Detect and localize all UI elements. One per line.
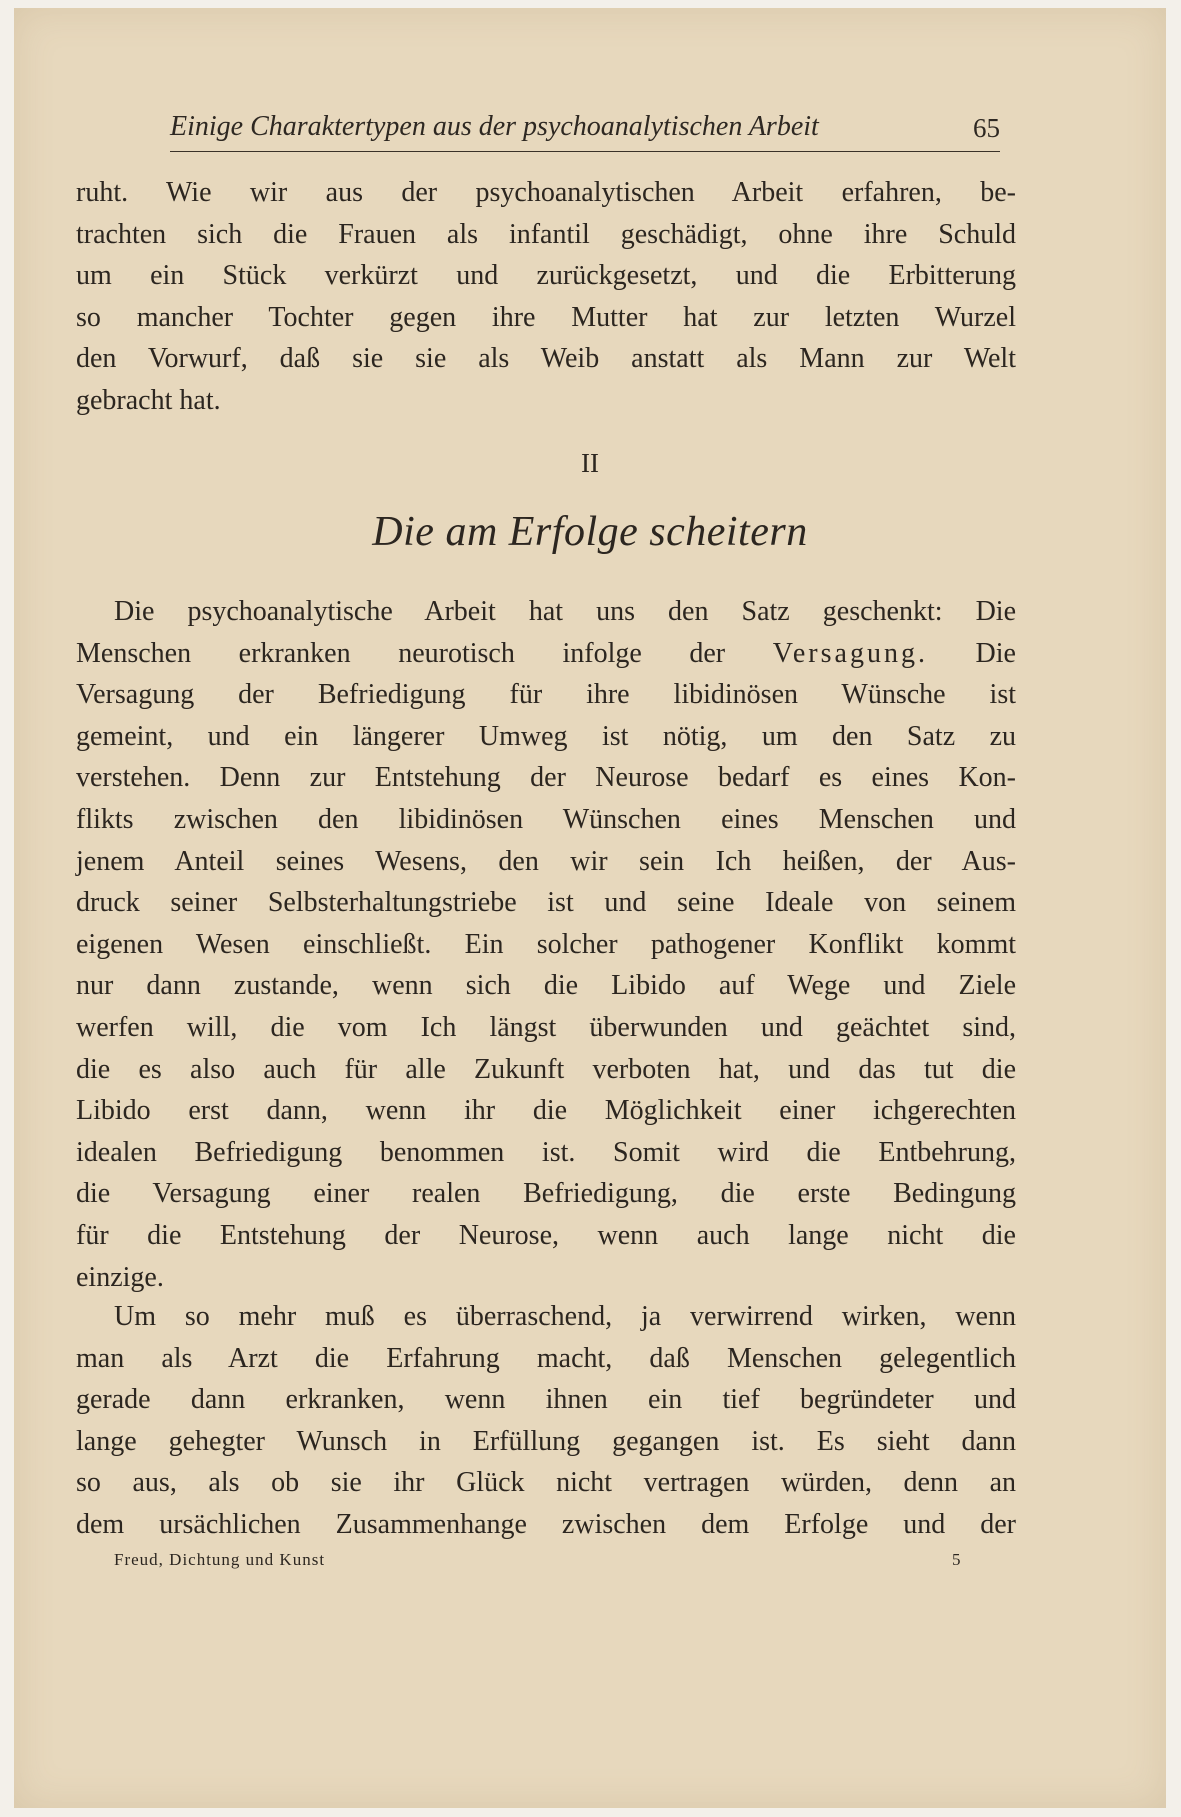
text-line: verstehen. Denn zur Entstehung der Neurose bedarf es eines Kon- — [76, 762, 1016, 794]
text-line: Versagung der Befriedigung für ihre libidinösen Wünsche ist — [76, 679, 1016, 711]
section-title: Die am Erfolge scheitern — [372, 509, 808, 555]
text-line: idealen Befriedigung benommen ist. Somit wird die Entbehrung, — [76, 1136, 1016, 1168]
text-line: man als Arzt die Erfahrung macht, daß Menschen gelegentlich — [76, 1342, 1016, 1374]
text-line: Libido erst dann, wenn ihr die Möglichkeit einer ichgerechten — [76, 1095, 1016, 1127]
text-line: nur dann zustande, wenn sich die Libido auf Wege und Ziele — [76, 970, 1016, 1002]
running-title: Einige Charaktertypen aus der psychoanalytischen Arbeit — [170, 111, 819, 142]
text-line: die Versagung einer realen Befriedigung, die erste Bedingung — [76, 1178, 1016, 1210]
text-line: um ein Stück verkürzt und zurückgesetzt, und die Erbitterung — [76, 260, 1016, 292]
text-line: trachten sich die Frauen als infantil geschädigt, ohne ihre Schuld — [76, 218, 1016, 250]
text-line: Die psychoanalytische Arbeit hat uns den Satz geschenkt: Die — [114, 596, 1016, 627]
text-line: gemeint, und ein längerer Umweg ist nötig, um den Satz zu — [76, 720, 1016, 752]
text-line: jenem Anteil seines Wesens, den wir sein Ich heißen, der Aus- — [76, 845, 1016, 877]
text-line — [76, 633, 1016, 675]
section-number: II — [581, 448, 599, 478]
text-line: so aus, als ob sie ihr Glück nicht vertragen würden, denn an — [76, 1467, 1016, 1499]
text-line: werfen will, die vom Ich längst überwunden und geächtet sind, — [76, 1011, 1016, 1043]
running-header — [170, 111, 1000, 152]
text-line: Um so mehr muß es überraschend, ja verwirrend wirken, wenn — [114, 1301, 1016, 1332]
text-line: gerade dann erkranken, wenn ihnen ein tief begründeter und — [76, 1384, 1016, 1416]
footer-sheet-number: 5 — [952, 1550, 961, 1569]
paragraph — [76, 591, 1016, 1298]
paragraph — [76, 1296, 1016, 1546]
text-line: lange gehegter Wunsch in Erfüllung gegangen ist. Es sieht dann — [76, 1425, 1016, 1457]
text-line: druck seiner Selbsterhaltungstriebe ist und seine Ideale von seinem — [76, 887, 1016, 919]
text-segment: Menschen erkranken neurotisch infolge der — [76, 637, 773, 669]
text-line: dem ursächlichen Zusammenhange zwischen dem Erfolge und der — [76, 1508, 1016, 1540]
continued-paragraph — [76, 172, 1016, 422]
footer-signature: Freud, Dichtung und Kunst — [114, 1550, 326, 1569]
text-line: flikts zwischen den libidinösen Wünschen eines Menschen und — [76, 803, 1016, 835]
text-line: für die Entstehung der Neurose, wenn auch lange nicht die — [76, 1219, 1016, 1251]
text-line: einzige. — [76, 1261, 164, 1293]
text-line: die es also auch für alle Zukunft verboten hat, und das tut die — [76, 1053, 1016, 1085]
book-page — [14, 8, 1166, 1808]
text-line: gebracht hat. — [76, 384, 221, 416]
text-segment: Die — [927, 637, 1016, 669]
text-line: so mancher Tochter gegen ihre Mutter hat zur letzten Wurzel — [76, 301, 1016, 333]
text-line: ruht. Wie wir aus der psychoanalytischen Arbeit erfahren, be- — [76, 177, 1016, 208]
text-line: eigenen Wesen einschließt. Ein solcher pathogener Konflikt kommt — [76, 928, 1016, 960]
emphasized-word: Versagung. — [772, 637, 928, 669]
text-line: den Vorwurf, daß sie sie als Weib anstatt als Mann zur Welt — [76, 343, 1016, 375]
page-number: 65 — [973, 113, 1000, 143]
